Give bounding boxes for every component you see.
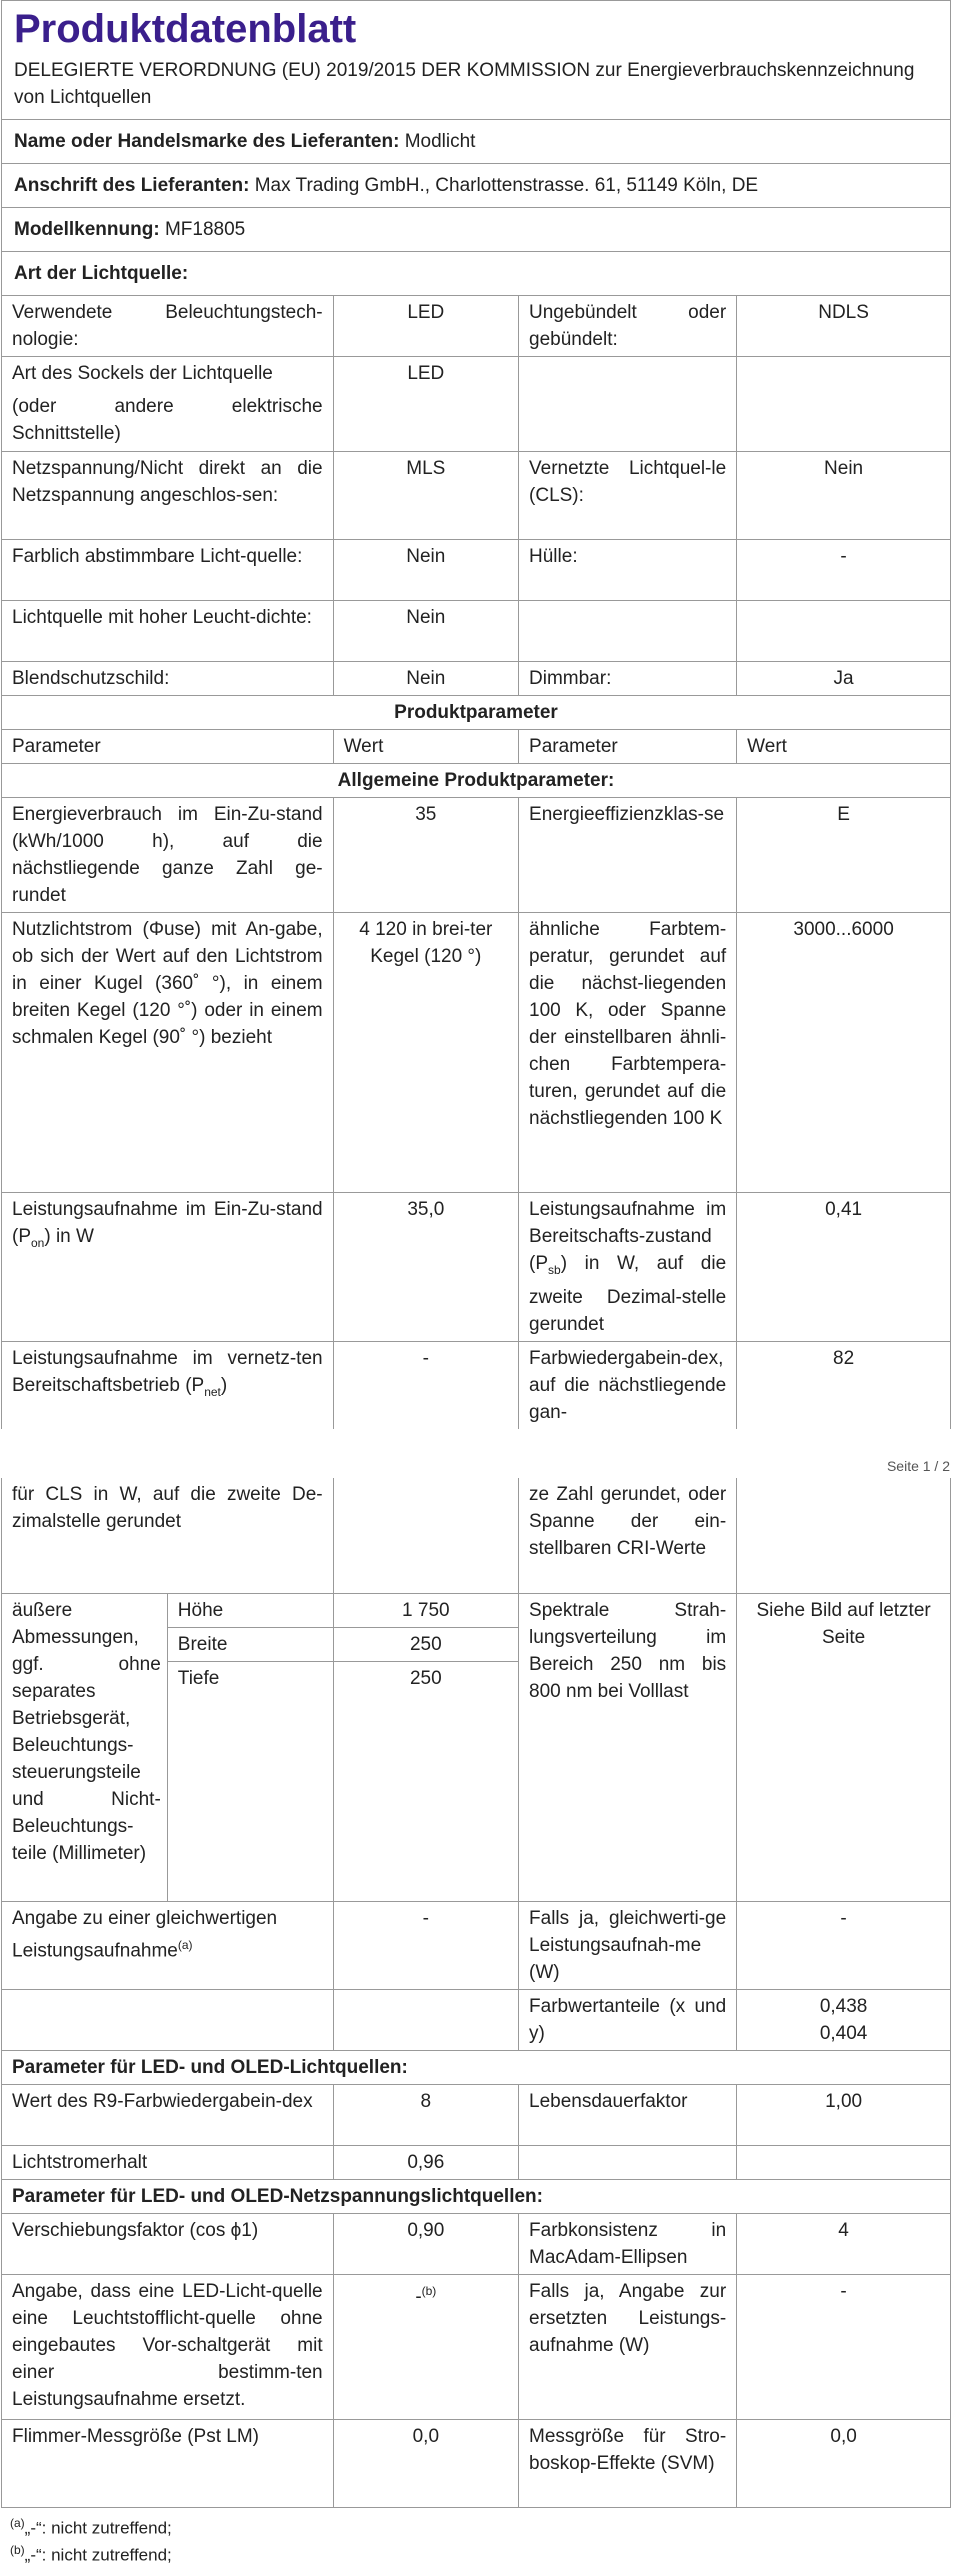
art-tunable-label: Farblich abstimmbare Licht-quelle: (2, 540, 334, 601)
general-heading: Allgemeine Produktparameter: (2, 764, 951, 798)
maint-value: 0,96 (333, 2145, 518, 2179)
mac-value: 4 (737, 2213, 951, 2274)
pon-label-sub: on (31, 1235, 45, 1250)
replace-note: (b) (421, 2283, 437, 2298)
energy-label: Energieverbrauch im Ein-Zu-stand (kWh/1000 h), auf die nächstliegende ganze Zahl ge-rundet (2, 798, 334, 913)
art-directional-label: Ungebündelt oder gebündelt: (519, 296, 737, 357)
footnote-a-mark: (a) (10, 2515, 25, 2530)
equivalent-note: (a) (177, 1937, 193, 1952)
chroma-x: 0,438 (819, 1995, 868, 2017)
art-tech-label: Verwendete Beleuchtungstech-nologie: (2, 296, 334, 357)
supplier-name-label: Name oder Handelsmarke des Lieferanten: (14, 131, 400, 152)
supplier-address-value: Max Trading GmbH., Charlottenstrasse. 61, 51149 Köln, DE (254, 175, 759, 196)
footnote-b-mark: (b) (10, 2543, 25, 2558)
art-hl-empty-value (737, 601, 951, 662)
header-table (1, 0, 951, 1429)
supplier-address-row (2, 164, 951, 208)
chroma-y: 0,404 (819, 2022, 868, 2044)
art-tunable-value: Nein (333, 540, 518, 601)
maint-label: Lichtstromerhalt (2, 2145, 334, 2179)
art-envelope-label: Hülle: (519, 540, 737, 601)
document-subtitle: DELEGIERTE VERORDNUNG (EU) 2019/2015 DER KOMMISSION zur Energieverbrauchskennzeichnung von Lichtquellen (14, 60, 915, 108)
breite-value: 250 (333, 1627, 518, 1661)
breite-label: Breite (167, 1627, 333, 1661)
art-directional-value: NDLS (737, 296, 951, 357)
equivalent-label (2, 1901, 334, 1989)
psb-value: 0,41 (737, 1193, 951, 1342)
art-hl-label: Lichtquelle mit hoher Leucht-dichte: (2, 601, 334, 662)
svm-value: 0,0 (737, 2419, 951, 2507)
art-cls-label: Vernetzte Lichtquel-le (CLS): (519, 452, 737, 540)
psb-label-sub: sb (548, 1262, 561, 1277)
r9-label: Wert des R9-Farbwiedergabein-dex (2, 2084, 334, 2145)
art-socket-label (2, 357, 334, 452)
cri-value: 82 (737, 1341, 951, 1429)
art-socket-line1: Art des Sockels der Lichtquelle (12, 363, 273, 384)
supplier-name-row (2, 120, 951, 164)
tiefe-value: 250 (333, 1661, 518, 1901)
spectral-value: Siehe Bild auf letzter Seite (737, 1593, 951, 1901)
maint-empty-value (737, 2145, 951, 2179)
art-mains-label: Netzspannung/Nicht direkt an die Netzspannung angeschlos-sen: (2, 452, 334, 540)
art-dimmable-value: Ja (737, 662, 951, 696)
equivalent-ifyes-label: Falls ja, gleichwerti-ge Leistungsaufnah-me (W) (519, 1901, 737, 1989)
replace-if-label: Falls ja, Angabe zur ersetzten Leistungs-aufnahme (W) (519, 2274, 737, 2419)
footnote-b (0, 2539, 954, 2567)
art-hl-empty-label (519, 601, 737, 662)
replace-if-value: - (737, 2274, 951, 2419)
pon-value: 35,0 (333, 1193, 518, 1342)
col-header-wert-2: Wert (737, 730, 951, 764)
page-number: Seite 1 / 2 (886, 1458, 950, 1474)
psb-label (519, 1193, 737, 1342)
page-two (0, 1478, 954, 2567)
cri-value-cont (737, 1478, 951, 1593)
pnet-value: - (333, 1341, 518, 1429)
footnote-b-text: „-“: nicht zutreffend; (24, 2545, 172, 2565)
continued-table (1, 1478, 951, 2508)
flux-value: 4 120 in brei-ter Kegel (120 °) (333, 913, 518, 1193)
psb-label-a: Leistungsaufnahme im Bereitschafts-zustand (P (529, 1199, 727, 1274)
art-socket-value: LED (333, 357, 518, 452)
energy-value: 35 (333, 798, 518, 913)
art-glare-label: Blendschutzschild: (2, 662, 334, 696)
psb-label-b: ) in W, auf die zweite Dezimal-stelle gerundet (529, 1253, 727, 1335)
tiefe-label: Tiefe (167, 1661, 333, 1901)
pnet-label-top (2, 1341, 334, 1429)
art-cls-value: Nein (737, 452, 951, 540)
replace-value (333, 2274, 518, 2419)
col-header-param-2: Parameter (519, 730, 737, 764)
flicker-value: 0,0 (333, 2419, 518, 2507)
footnote-a-text: „-“: nicht zutreffend; (24, 2518, 172, 2538)
col-header-param-1: Parameter (2, 730, 334, 764)
dimensions-label: äußere Abmessungen, ggf. ohne separates Betriebsgerät, Beleuchtungs-steuerungsteile und Nicht-Beleuchtungs-teile (Millimeter) (2, 1593, 168, 1901)
chroma-empty-label (2, 1989, 334, 2050)
svm-label: Messgröße für Stro-boskop-Effekte (SVM) (519, 2419, 737, 2507)
equivalent-label-text: Angabe zu einer gleichwertigen Leistungsaufnahme (12, 1907, 278, 1961)
life-label: Lebensdauerfaktor (519, 2084, 737, 2145)
cct-label: ähnliche Farbtem-peratur, gerundet auf die nächst-liegenden 100 K, oder Spanne der einstellbaren ähnli-chen Farbtempera-turen, gerundet auf die nächstliegenden 100 K (519, 913, 737, 1193)
model-value: MF18805 (164, 219, 246, 240)
art-heading: Art der Lichtquelle: (2, 252, 951, 296)
flicker-label: Flimmer-Messgröße (Pst LM) (2, 2419, 334, 2507)
art-dimmable-label: Dimmbar: (519, 662, 737, 696)
art-glare-value: Nein (333, 662, 518, 696)
spectral-label: Spektrale Strah-lungsverteilung im Bereich 250 nm bis 800 nm bei Volllast (519, 1593, 737, 1901)
produktparameter-heading: Produktparameter (2, 696, 951, 730)
life-value: 1,00 (737, 2084, 951, 2145)
r9-value: 8 (333, 2084, 518, 2145)
supplier-name-value: Modlicht (404, 131, 476, 152)
model-label: Modellkennung: (14, 219, 160, 240)
dispf-label: Verschiebungsfaktor (cos ϕ1) (2, 2213, 334, 2274)
pnet-label-b: ) (220, 1374, 228, 1396)
pon-label (2, 1193, 334, 1342)
equivalent-value: - (333, 1901, 518, 1989)
supplier-address-label: Anschrift des Lieferanten: (14, 175, 250, 196)
art-envelope-value: - (737, 540, 951, 601)
art-socket-empty-value (737, 357, 951, 452)
pnet-label-sub: net (204, 1384, 221, 1399)
hoehe-label: Höhe (167, 1593, 333, 1627)
flux-label: Nutzlichtstrom (Φuse) mit An-gabe, ob sich der Wert auf den Lichtstrom in einer Kugel (360˚ °), in einem breiten Kegel (120 °˚) oder in einem schmalen Kegel (90˚ °) bezieht (2, 913, 334, 1193)
document-title: Produktdatenblatt (14, 7, 357, 51)
chroma-label: Farbwertanteile (x und y) (519, 1989, 737, 2050)
art-tech-value: LED (333, 296, 518, 357)
art-socket-line2: (oder andere elektrische Schnittstelle) (12, 396, 323, 444)
led-heading: Parameter für LED- und OLED-Lichtquellen: (2, 2050, 951, 2084)
replace-value-text: - (415, 2285, 422, 2307)
class-value: E (737, 798, 951, 913)
maint-empty-label (519, 2145, 737, 2179)
col-header-wert-1: Wert (333, 730, 518, 764)
hoehe-value: 1 750 (333, 1593, 518, 1627)
equivalent-ifyes-value: - (737, 1901, 951, 1989)
pon-label-a: Leistungsaufnahme im Ein-Zu-stand (P (12, 1199, 323, 1247)
pnet-label-a: Leistungsaufnahme im vernetz-ten Bereitschaftsbetrieb (P (12, 1347, 323, 1396)
dispf-value: 0,90 (333, 2213, 518, 2274)
mains-heading: Parameter für LED- und OLED-Netzspannungslichtquellen: (2, 2179, 951, 2213)
model-row (2, 208, 951, 252)
art-mains-value: MLS (333, 452, 518, 540)
cri-label-cont: ze Zahl gerundet, oder Spanne der ein-stellbaren CRI-Werte (519, 1478, 737, 1593)
pnet-value-cont (333, 1478, 518, 1593)
cri-label-top: Farbwiedergabein-dex, auf die nächstliegende gan- (519, 1341, 737, 1429)
art-hl-value: Nein (333, 601, 518, 662)
replace-label: Angabe, dass eine LED-Licht-quelle eine Leuchtstofflicht-quelle ohne eingebautes Vor-schaltgerät mit einer bestimm-ten Leistungsaufnahme ersetzt. (2, 2274, 334, 2419)
art-socket-empty-label (519, 357, 737, 452)
footnote-a (0, 2512, 954, 2540)
chroma-value (737, 1989, 951, 2050)
chroma-empty-value (333, 1989, 518, 2050)
pon-label-b: ) in W (44, 1226, 94, 1247)
mac-label: Farbkonsistenz in MacAdam-Ellipsen (519, 2213, 737, 2274)
class-label: Energieeffizienzklas-se (519, 798, 737, 913)
cct-value: 3000...6000 (737, 913, 951, 1193)
pnet-label-cont: für CLS in W, auf die zweite De-zimalstelle gerundet (2, 1478, 334, 1593)
